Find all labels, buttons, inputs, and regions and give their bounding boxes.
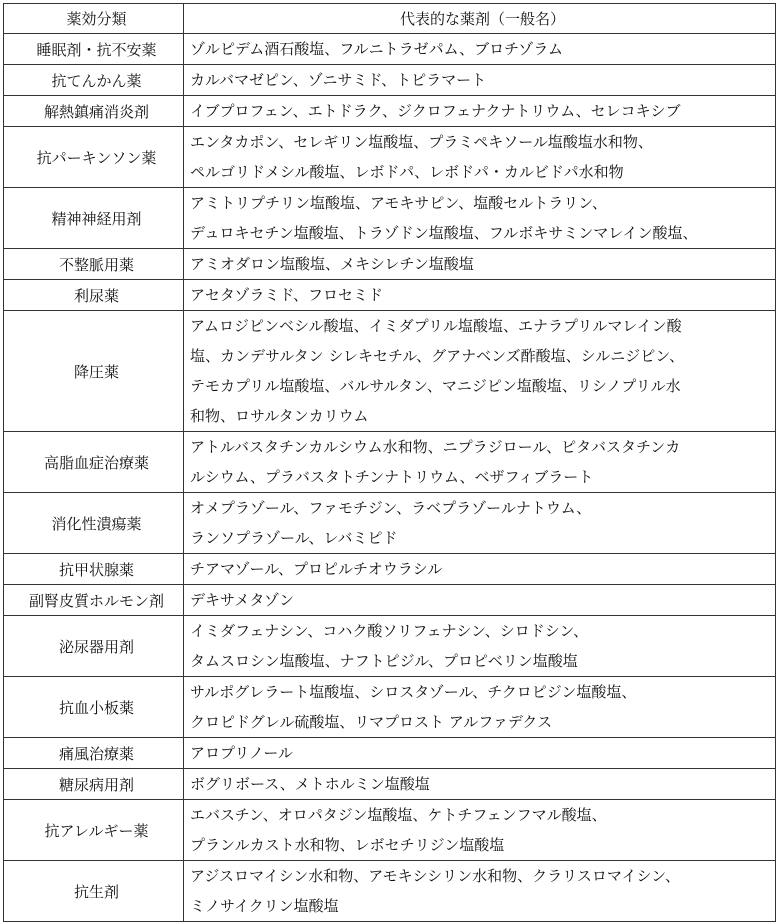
- table-row: [4, 738, 776, 769]
- table-row: [4, 769, 776, 800]
- drug-category-cell: 抗パーキンソン薬: [4, 127, 184, 188]
- table-row: [4, 249, 776, 280]
- header-representative-drugs: 代表的な薬剤（一般名）: [184, 4, 776, 34]
- drug-list-line: アムロジピンベシル酸塩、イミダプリル塩酸塩、エナラプリルマレイン酸: [190, 317, 682, 335]
- table-row: [4, 280, 776, 311]
- drug-category-cell: 抗血小板薬: [4, 677, 184, 738]
- table-row: [4, 34, 776, 65]
- drug-category-cell: 消化性潰瘍薬: [4, 493, 184, 554]
- representative-drugs-cell: [184, 861, 776, 922]
- representative-drugs-cell: [184, 616, 776, 677]
- drug-list-line: アミトリプチリン塩酸塩、アモキサピン、塩酸セルトラリン、: [190, 194, 608, 212]
- representative-drugs-cell: [184, 188, 776, 249]
- drug-category-cell: 高脂血症治療薬: [4, 432, 184, 493]
- table-row: [4, 432, 776, 493]
- drug-list-line: クロピドグレル硫酸塩、リマプロスト アルファデクス: [190, 713, 553, 731]
- drug-category-cell: 抗アレルギー薬: [4, 800, 184, 861]
- representative-drugs-cell: [184, 249, 776, 280]
- drug-list-line: ボグリボース、メトホルミン塩酸塩: [190, 775, 430, 793]
- representative-drugs-cell: [184, 585, 776, 616]
- drug-list-line: イブプロフェン、エトドラク、ジクロフェナクナトリウム、セレコキシブ: [190, 102, 681, 120]
- table-row: [4, 65, 776, 96]
- drug-category-cell: 抗てんかん薬: [4, 65, 184, 96]
- drug-list-line: アミオダロン塩酸塩、メキシレチン塩酸塩: [190, 255, 474, 273]
- table-body: [4, 34, 776, 922]
- drug-category-cell: 不整脈用薬: [4, 249, 184, 280]
- drug-list-line: タムスロシン塩酸塩、ナフトピジル、プロピベリン塩酸塩: [190, 652, 578, 670]
- drug-list-line: カルバマゼピン、ゾニサミド、トピラマート: [190, 71, 487, 89]
- table-row: [4, 493, 776, 554]
- drug-category-cell: 利尿薬: [4, 280, 184, 311]
- table-row: [4, 554, 776, 585]
- representative-drugs-cell: [184, 769, 776, 800]
- table-row: [4, 677, 776, 738]
- drug-category-cell: 副腎皮質ホルモン剤: [4, 585, 184, 616]
- representative-drugs-cell: [184, 800, 776, 861]
- drug-list-line: ペルゴリドメシル酸塩、レボドパ、レボドパ・カルビドパ水和物: [190, 163, 624, 181]
- drug-category-cell: 抗甲状腺薬: [4, 554, 184, 585]
- drug-list-line: オメプラゾール、ファモチジン、ラベプラゾールナトウム、: [190, 499, 592, 517]
- drug-category-cell: 睡眠剤・抗不安薬: [4, 34, 184, 65]
- drug-list-line: テモカプリル塩酸塩、バルサルタン、マニジピン塩酸塩、リシノプリル水: [190, 377, 681, 395]
- drug-list-line: サルポグレラート塩酸塩、シロスタゾール、チクロピジン塩酸塩、: [190, 683, 637, 701]
- table-row: [4, 96, 776, 127]
- drug-category-cell: 解熱鎮痛消炎剤: [4, 96, 184, 127]
- drug-category-cell: 精神神経用剤: [4, 188, 184, 249]
- drug-list-line: デュロキセチン塩酸塩、トラゾドン塩酸塩、フルボキサミンマレイン酸塩、: [190, 224, 698, 242]
- table-row: [4, 311, 776, 432]
- representative-drugs-cell: [184, 554, 776, 585]
- representative-drugs-cell: [184, 738, 776, 769]
- drug-classification-table: [3, 3, 776, 922]
- representative-drugs-cell: [184, 432, 776, 493]
- drug-list-line: チアマゾール、プロピルチオウラシル: [190, 560, 443, 578]
- representative-drugs-cell: [184, 311, 776, 432]
- drug-list-line: ランソプラゾール、レバミピド: [190, 529, 398, 547]
- table-row: [4, 188, 776, 249]
- header-category: 薬効分類: [4, 4, 184, 34]
- drug-list-line: アセタゾラミド、フロセミド: [190, 286, 384, 304]
- table-row: [4, 585, 776, 616]
- drug-category-cell: 糖尿病用剤: [4, 769, 184, 800]
- drug-category-cell: 泌尿器用剤: [4, 616, 184, 677]
- drug-list-line: イミダフェナシン、コハク酸ソリフェナシン、シロドシン、: [190, 622, 589, 640]
- drug-list-line: ミノサイクリン塩酸塩: [190, 897, 339, 915]
- drug-list-line: アジスロマイシン水和物、アモキシシリン水和物、クラリスロマイシン、: [190, 867, 680, 885]
- drug-list-line: デキサメタゾン: [190, 591, 294, 609]
- drug-category-cell: 抗生剤: [4, 861, 184, 922]
- representative-drugs-cell: [184, 65, 776, 96]
- drug-list-line: プランルカスト水和物、レボセチリジン塩酸塩: [190, 836, 505, 854]
- drug-list-line: エンタカポン、セレギリン塩酸塩、プラミペキソール塩酸塩水和物、: [190, 133, 653, 151]
- representative-drugs-cell: [184, 96, 776, 127]
- drug-list-line: ルシウム、プラバスタトチンナトリウム、ベザフィブラート: [190, 468, 594, 486]
- table-row: [4, 861, 776, 922]
- drug-category-cell: 痛風治療薬: [4, 738, 184, 769]
- table-header-row: [4, 4, 776, 34]
- representative-drugs-cell: [184, 127, 776, 188]
- representative-drugs-cell: [184, 34, 776, 65]
- table-row: [4, 616, 776, 677]
- drug-list-line: アロプリノール: [190, 744, 294, 762]
- table-row: [4, 800, 776, 861]
- drug-category-cell: 降圧薬: [4, 311, 184, 432]
- representative-drugs-cell: [184, 493, 776, 554]
- table-row: [4, 127, 776, 188]
- drug-list-line: エバスチン、オロパタジン塩酸塩、ケトチフェンフマル酸塩、: [190, 806, 607, 824]
- representative-drugs-cell: [184, 280, 776, 311]
- drug-list-line: ゾルピデム酒石酸塩、フルニトラゼパム、ブロチゾラム: [190, 40, 564, 58]
- drug-list-line: 和物、ロサルタンカリウム: [190, 407, 369, 425]
- drug-list-line: アトルバスタチンカルシウム水和物、ニプラジロール、ピタバスタチンカ: [190, 438, 681, 456]
- drug-list-line: 塩、カンデサルタン シレキセチル、グアナベンズ酢酸塩、シルニジピン、: [190, 347, 685, 365]
- representative-drugs-cell: [184, 677, 776, 738]
